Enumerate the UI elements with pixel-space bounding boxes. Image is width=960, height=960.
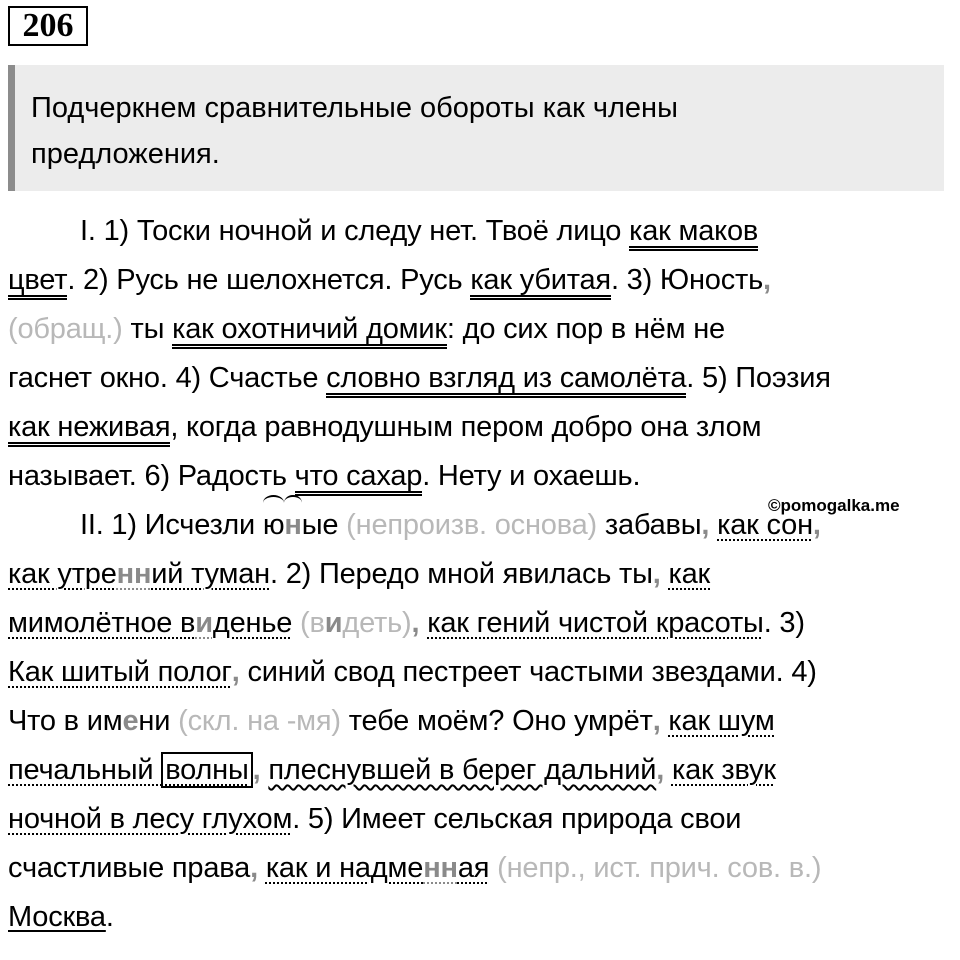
text-segment: что сахар bbox=[295, 461, 423, 496]
text-segment bbox=[709, 509, 717, 541]
text-segment: ни bbox=[138, 705, 171, 737]
text-segment: , bbox=[812, 509, 821, 541]
text-segment: забавы bbox=[597, 509, 702, 541]
task-line: предложения. bbox=[31, 138, 220, 170]
text-line bbox=[8, 599, 958, 648]
text-segment: , bbox=[252, 754, 261, 786]
text-line bbox=[8, 746, 958, 795]
text-segment: , bbox=[763, 264, 771, 296]
text-line bbox=[8, 697, 958, 746]
text-segment: (непроизв. основа) bbox=[346, 509, 597, 541]
task-line: Подчеркнем сравнительные обороты как члены bbox=[31, 92, 678, 124]
text-segment: синий свод пестреет частыми звездами. 4) bbox=[239, 656, 817, 688]
text-segment: I. 1) Тоски ночной и следу нет. Твоё лицо bbox=[80, 215, 630, 247]
text-segment: Москва bbox=[8, 901, 106, 933]
text-line bbox=[8, 256, 958, 305]
text-segment: ые bbox=[301, 509, 347, 541]
text-segment: как сон bbox=[717, 509, 813, 541]
text-segment: деть) bbox=[342, 607, 412, 639]
text-segment: . 5) Поэзия bbox=[686, 362, 831, 394]
text-segment: . Нету и охаешь. bbox=[422, 460, 641, 492]
text-segment: (в bbox=[292, 607, 325, 639]
text-segment: , bbox=[652, 558, 661, 590]
text-segment: (скл. на -мя) bbox=[170, 705, 341, 737]
text-segment: , bbox=[411, 607, 420, 639]
text-segment: словно взгляд из самолёта bbox=[326, 363, 686, 398]
text-segment: ий туман bbox=[151, 558, 271, 590]
text-segment: как bbox=[668, 558, 711, 590]
text-segment: . bbox=[105, 901, 114, 933]
text-segment: как охотничий домик bbox=[172, 314, 447, 349]
text-line bbox=[8, 550, 958, 599]
text-segment: Как шитый полог bbox=[8, 656, 232, 688]
text-line bbox=[8, 648, 958, 697]
text-segment: и bbox=[195, 607, 213, 639]
text-segment: (непр., ист. прич. сов. в.) bbox=[489, 852, 822, 884]
text-segment bbox=[664, 754, 672, 786]
text-segment: . 5) Имеет сельская природа свои bbox=[292, 803, 742, 835]
text-segment: нн bbox=[116, 558, 152, 590]
text-segment: ая bbox=[457, 852, 490, 884]
exercise-number: 206 bbox=[8, 6, 88, 46]
exercise-answer-text bbox=[8, 207, 958, 942]
text-segment: как маков bbox=[629, 216, 758, 251]
text-segment: е bbox=[122, 705, 139, 737]
text-segment: гаснет окно. 4) Счастье bbox=[8, 362, 327, 394]
text-segment: денье bbox=[212, 607, 293, 639]
text-segment: II. 1) Исчезли bbox=[80, 509, 263, 541]
text-segment: , bbox=[656, 754, 665, 786]
text-segment: как и надме bbox=[265, 852, 424, 884]
text-line bbox=[8, 403, 958, 452]
text-segment: , bbox=[231, 656, 240, 688]
text-segment: , bbox=[652, 705, 661, 737]
text-segment: печальный bbox=[8, 754, 162, 786]
text-segment: , bbox=[250, 852, 258, 884]
text-segment: плеснувшей в берег дальний bbox=[268, 754, 657, 786]
text-segment: , bbox=[701, 509, 710, 541]
text-segment bbox=[258, 852, 266, 884]
text-segment: . 3) bbox=[763, 607, 805, 639]
text-segment: : до сих пор в нём не bbox=[446, 313, 725, 345]
text-segment: тебе моём? Оно умрёт bbox=[340, 705, 653, 737]
watermark: ©pomogalka.me bbox=[768, 496, 900, 515]
text-segment: (обращ.) bbox=[8, 313, 123, 345]
text-segment: как гений чистой красоты bbox=[427, 607, 764, 639]
text-segment: ю bbox=[263, 501, 285, 550]
text-segment: счастливые права bbox=[8, 852, 251, 884]
text-segment: мимолётное в bbox=[8, 607, 196, 639]
text-segment: . 3) Юность bbox=[610, 264, 764, 296]
text-segment: н bbox=[284, 501, 301, 550]
text-segment: нн bbox=[423, 852, 458, 884]
text-line bbox=[8, 354, 958, 403]
text-segment: как утре bbox=[8, 558, 117, 590]
text-segment: . 2) Русь не шелохнется. Русь bbox=[67, 264, 471, 296]
text-line bbox=[8, 893, 958, 942]
text-line bbox=[8, 795, 958, 844]
text-line bbox=[8, 844, 958, 893]
text-segment: волны bbox=[161, 752, 252, 788]
text-segment: как убитая bbox=[470, 265, 611, 300]
text-line bbox=[8, 305, 958, 354]
task-instruction bbox=[8, 65, 944, 191]
text-segment: Что в им bbox=[8, 705, 123, 737]
text-segment: ты bbox=[122, 313, 173, 345]
text-segment: как неживая bbox=[8, 412, 170, 447]
text-segment: и bbox=[324, 607, 343, 639]
text-segment: цвет bbox=[8, 265, 67, 300]
text-segment: , когда равнодушным пером добро она злом bbox=[170, 411, 762, 443]
text-line bbox=[8, 207, 958, 256]
text-segment: называет. 6) Радость bbox=[8, 460, 295, 492]
text-line bbox=[8, 452, 958, 501]
text-segment: . 2) Передо мной явилась ты bbox=[270, 558, 653, 590]
text-segment: как звук bbox=[671, 754, 776, 786]
text-segment: как шум bbox=[668, 705, 775, 737]
text-segment: ночной в лесу глухом bbox=[8, 803, 293, 835]
